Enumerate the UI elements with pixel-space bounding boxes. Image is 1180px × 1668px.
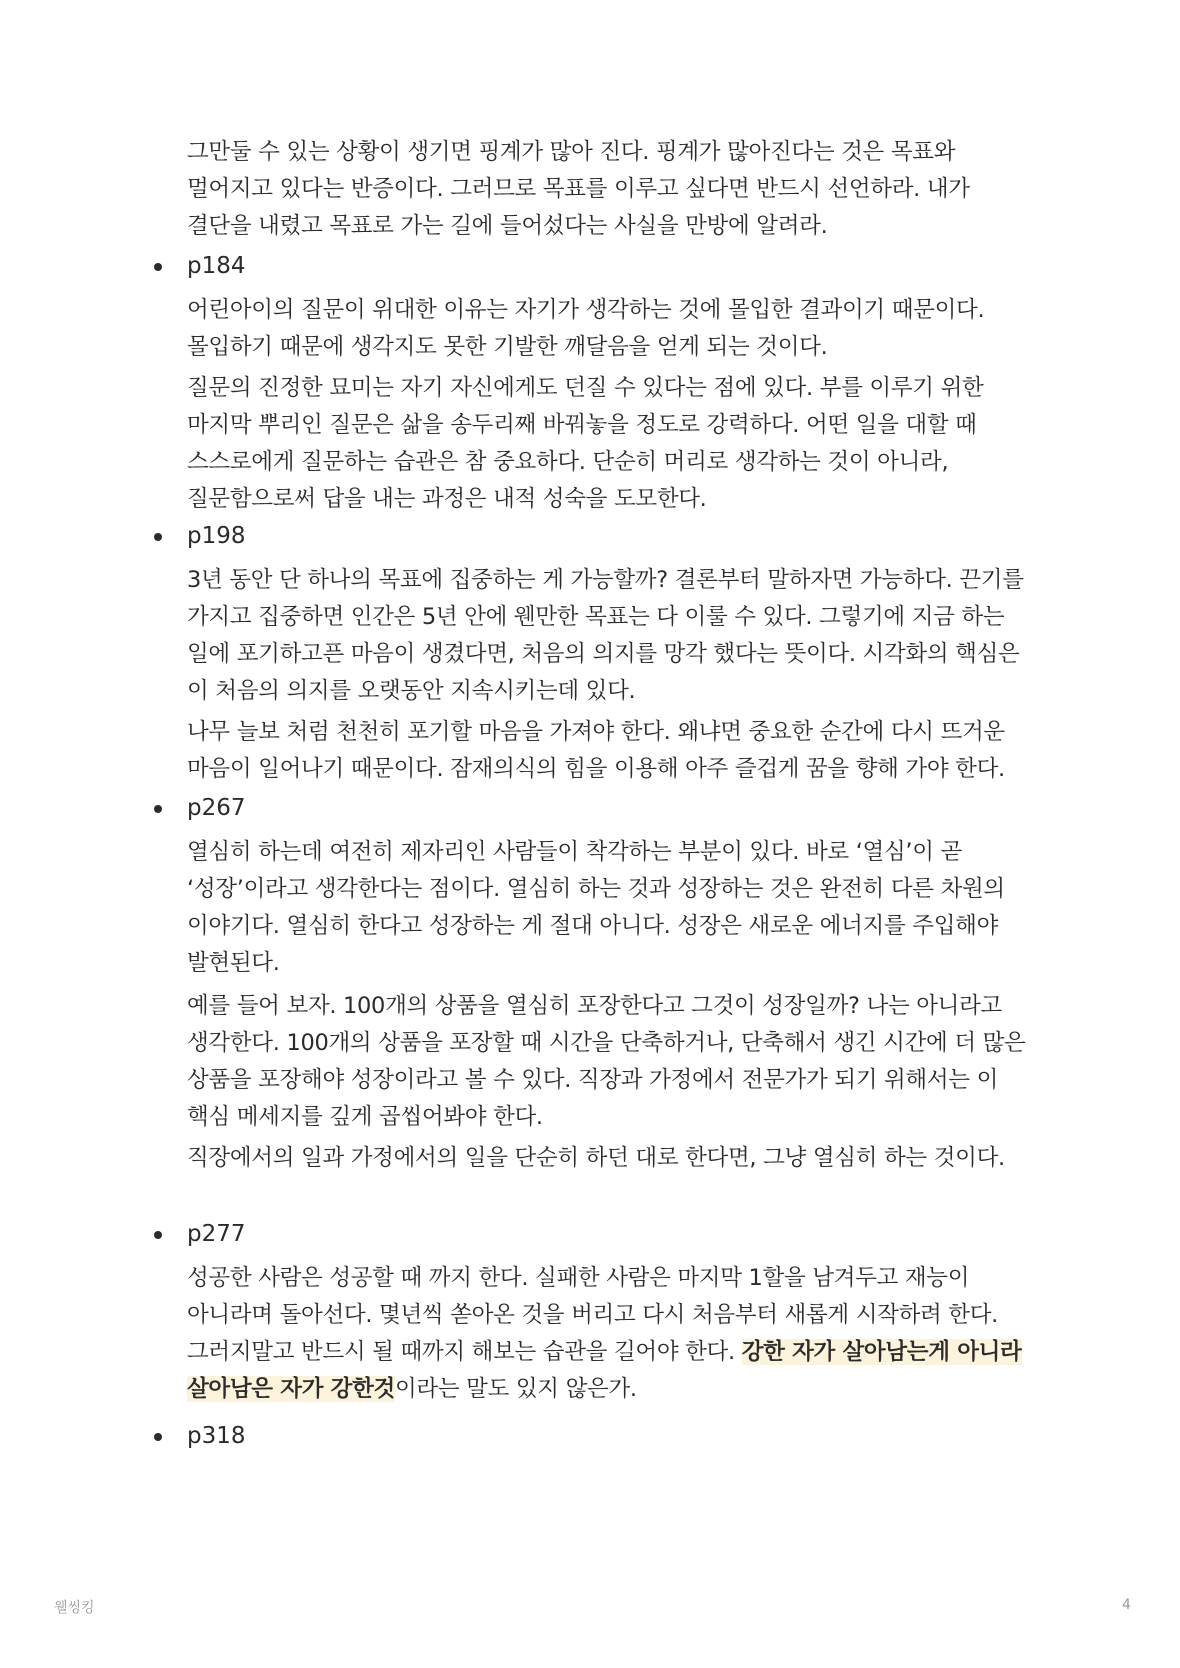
paragraph: 나무 늘보 처럼 천천히 포기할 마음을 가져야 한다. 왜냐면 중요한 순간에 다시 뜨거운 마음이 일어나기 때문이다. 잠재의식의 힘을 이용해 아주 즐겁게 꿈을 향해 가야 한다.	[187, 719, 1005, 782]
highlighted-text: 강한 자가 살아남는게 아니라 살아남은 자가 강한것	[187, 1339, 1022, 1402]
bullet-dot-icon	[154, 263, 162, 271]
bullet-label: p267	[187, 795, 246, 821]
paragraph: 3년 동안 단 하나의 목표에 집중하는 게 가능할까? 결론부터 말하자면 가능하다. 끈기를 가지고 집중하면 인간은 5년 안에 웬만한 목표는 다 이룰 수 있다. 그렇기에 지금 하는 일에 포기하고픈 마음이 생겼다면, 처음의 의지를 망각 했다는 뜻이다. 시각화의 핵심은 이 처음의 의지를 오랫동안 지속시키는데 있다.	[187, 567, 1024, 704]
bullet-dot-icon	[154, 1231, 162, 1239]
bullet-label: p277	[187, 1221, 246, 1247]
bullet-item-p267	[154, 790, 246, 827]
text: 성공한 사람은 성공할 때 까지 한다. 실패한 사람은 마지막 1할을 남겨두고 재능이 아니라며 돌아선다. 몇년씩 쏟아온 것을 버리고 다시 처음부터 새롭게 시작하려 한다. 그러지말고 반드시 될 때까지 해보는 습관을 길어야 한다.	[187, 1265, 999, 1365]
bullet-label: p318	[187, 1423, 246, 1449]
bullet-item-p277	[154, 1216, 246, 1253]
paragraph: 질문의 진정한 묘미는 자기 자신에게도 던질 수 있다는 점에 있다. 부를 이루기 위한 마지막 뿌리인 질문은 삶을 송두리째 바꿔놓을 정도로 강력하다. 어떤 일을 대할 때 스스로에게 질문하는 습관은 참 중요하다. 단순히 머리로 생각하는 것이 아니라, 질문함으로써 답을 내는 과정은 내적 성숙을 도모한다.	[187, 375, 984, 512]
bullet-item-p318	[154, 1418, 246, 1455]
bullet-dot-icon	[154, 533, 162, 541]
bullet-item-p184	[154, 248, 246, 285]
bullet-label: p198	[187, 523, 246, 549]
paragraph: 어린아이의 질문이 위대한 이유는 자기가 생각하는 것에 몰입한 결과이기 때문이다. 몰입하기 때문에 생각지도 못한 기발한 깨달음을 얻게 되는 것이다.	[187, 297, 985, 360]
text: 이라는 말도 있지 않은가.	[394, 1376, 637, 1402]
bullet-dot-icon	[154, 805, 162, 813]
paragraph: 직장에서의 일과 가정에서의 일을 단순히 하던 대로 한다면, 그냥 열심히 하는 것이다.	[187, 1145, 1005, 1171]
paragraph-with-highlight	[187, 1260, 1040, 1408]
page-number: 4	[1122, 1597, 1131, 1613]
paragraph-intro: 그만둘 수 있는 상황이 생기면 핑계가 많아 진다. 핑계가 많아진다는 것은 목표와 멀어지고 있다는 반증이다. 그러므로 목표를 이루고 싶다면 반드시 선언하라. 내가 결단을 내렸고 목표로 가는 길에 들어섰다는 사실을 만방에 알려라.	[187, 139, 970, 239]
bullet-item-p198	[154, 518, 246, 555]
bullet-label: p184	[187, 253, 246, 279]
bullet-dot-icon	[154, 1433, 162, 1441]
paragraph: 열심히 하는데 여전히 제자리인 사람들이 착각하는 부분이 있다. 바로 ‘열심’이 곧 ‘성장’이라고 생각한다는 점이다. 열심히 하는 것과 성장하는 것은 완전히 다른 차원의 이야기다. 열심히 한다고 성장하는 게 절대 아니다. 성장은 새로운 에너지를 주입해야 발현된다.	[187, 839, 1005, 976]
paragraph: 예를 들어 보자. 100개의 상품을 열심히 포장한다고 그것이 성장일까? 나는 아니라고 생각한다. 100개의 상품을 포장할 때 시간을 단축하거나, 단축해서 생긴 시간에 더 많은 상품을 포장해야 성장이라고 볼 수 있다. 직장과 가정에서 전문가가 되기 위해서는 이 핵심 메세지를 깊게 곱씹어봐야 한다.	[187, 993, 1026, 1130]
footer-title: 웰씽킹	[54, 1600, 95, 1616]
